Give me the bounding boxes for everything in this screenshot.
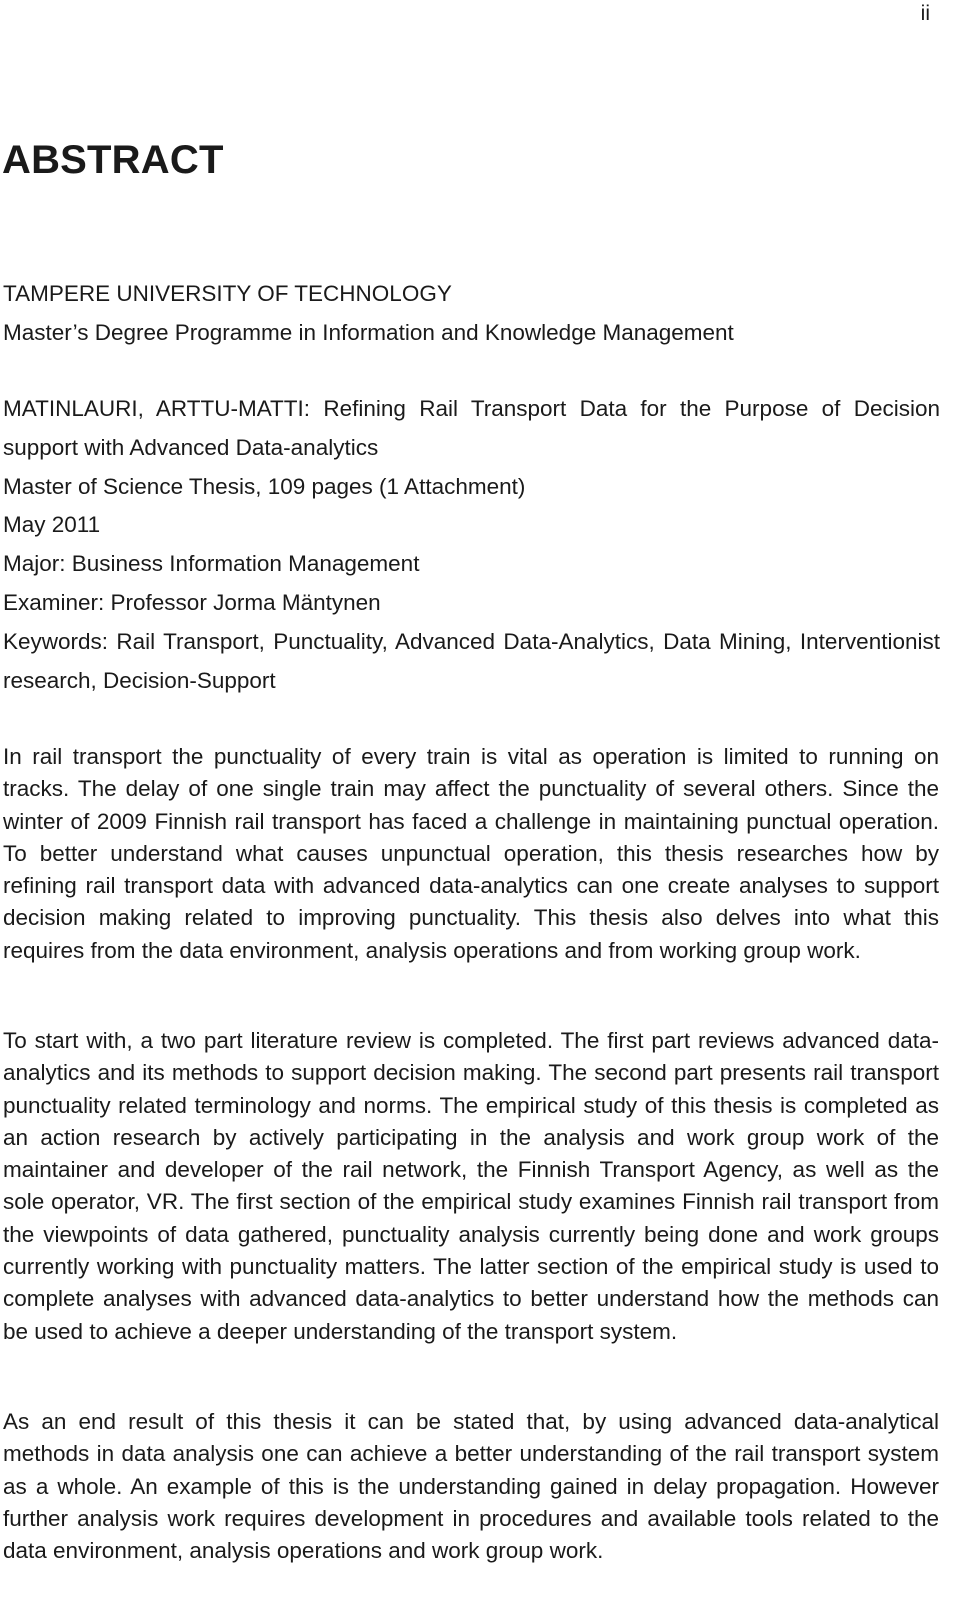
page-number: ii (920, 2, 930, 25)
thesis-examiner: Examiner: Professor Jorma Mäntynen (3, 589, 381, 615)
abstract-paragraph: As an end result of this thesis it can be stated that, by using advanced data-analytical methods in data analysis one can achieve a better understanding of the rail transport system as a whole. An example of this is the understanding gained in delay propagation. However further analysis work requires development in procedures and available tools related to the data environment, analysis operations and work group work. (3, 1409, 939, 1564)
institution-block (3, 275, 940, 353)
thesis-date: May 2011 (3, 512, 101, 538)
university-name: TAMPERE UNIVERSITY OF TECHNOLOGY (3, 281, 452, 306)
page-title: ABSTRACT (2, 138, 224, 182)
abstract-paragraph: In rail transport the punctuality of every train is vital as operation is limited to running on tracks. The delay of one single train may affect the punctuality of several others. Since the winter of 2009 Finnish rail transport has faced a challenge in maintaining punctual operation. To better understand what causes unpunctual operation, this thesis researches how by refining rail transport data with advanced data-analytics can one create analyses to support decision making related to improving punctuality. This thesis also delves into what this requires from the data environment, analysis operations and from working group work. (3, 744, 939, 963)
thesis-type: Master of Science Thesis, 109 pages (1 Attachment) (3, 473, 526, 499)
degree-programme: Master’s Degree Programme in Information and Knowledge Management (3, 319, 734, 345)
thesis-info-block (3, 390, 940, 700)
abstract-paragraph: To start with, a two part literature review is completed. The first part reviews advanced data-analytics and its methods to support decision making. The second part presents rail transport punctuality related terminology and norms. The empirical study of this thesis is completed as an action research by actively participating in the analysis and work group work of the maintainer and developer of the rail network, the Finnish Transport Agency, as well as the sole operator, VR. The first section of the empirical study examines Finnish rail transport from the viewpoints of data gathered, punctuality analysis currently being done and work groups currently working with punctuality matters. The latter section of the empirical study is used to complete analyses with advanced data-analytics to better understand how the methods can be used to achieve a deeper understanding of the transport system. (3, 1028, 939, 1344)
thesis-major: Major: Business Information Management (3, 551, 420, 577)
author-and-thesis-title: MATINLAURI, ARTTU-MATTI: Refining Rail Transport Data for the Purpose of Decision support with Advanced Data-analytics (3, 396, 940, 460)
thesis-keywords: Keywords: Rail Transport, Punctuality, Advanced Data-Analytics, Data Mining, Interventionist research, Decision-Support (3, 628, 940, 693)
